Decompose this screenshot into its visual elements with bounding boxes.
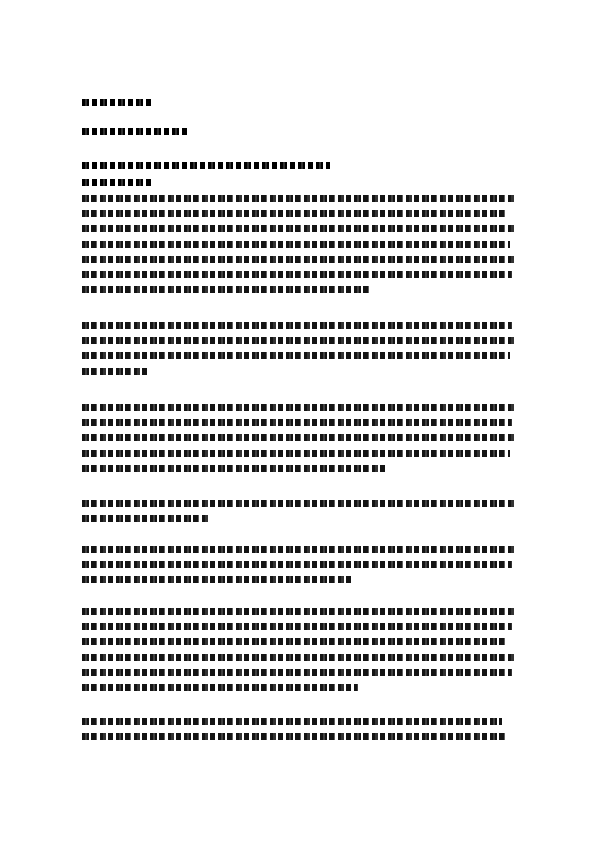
body-paragraph-1 bbox=[82, 195, 514, 301]
body-paragraph-7 bbox=[82, 718, 514, 748]
body-paragraph-4 bbox=[82, 500, 514, 530]
body-paragraph-3 bbox=[82, 404, 514, 480]
body-paragraph-2 bbox=[82, 322, 514, 383]
salutation bbox=[82, 179, 154, 187]
header-line-2 bbox=[82, 128, 190, 136]
body-paragraph-6 bbox=[82, 608, 514, 699]
header-line-1 bbox=[82, 99, 154, 107]
body-paragraph-5 bbox=[82, 546, 514, 592]
subject-line bbox=[82, 162, 330, 170]
